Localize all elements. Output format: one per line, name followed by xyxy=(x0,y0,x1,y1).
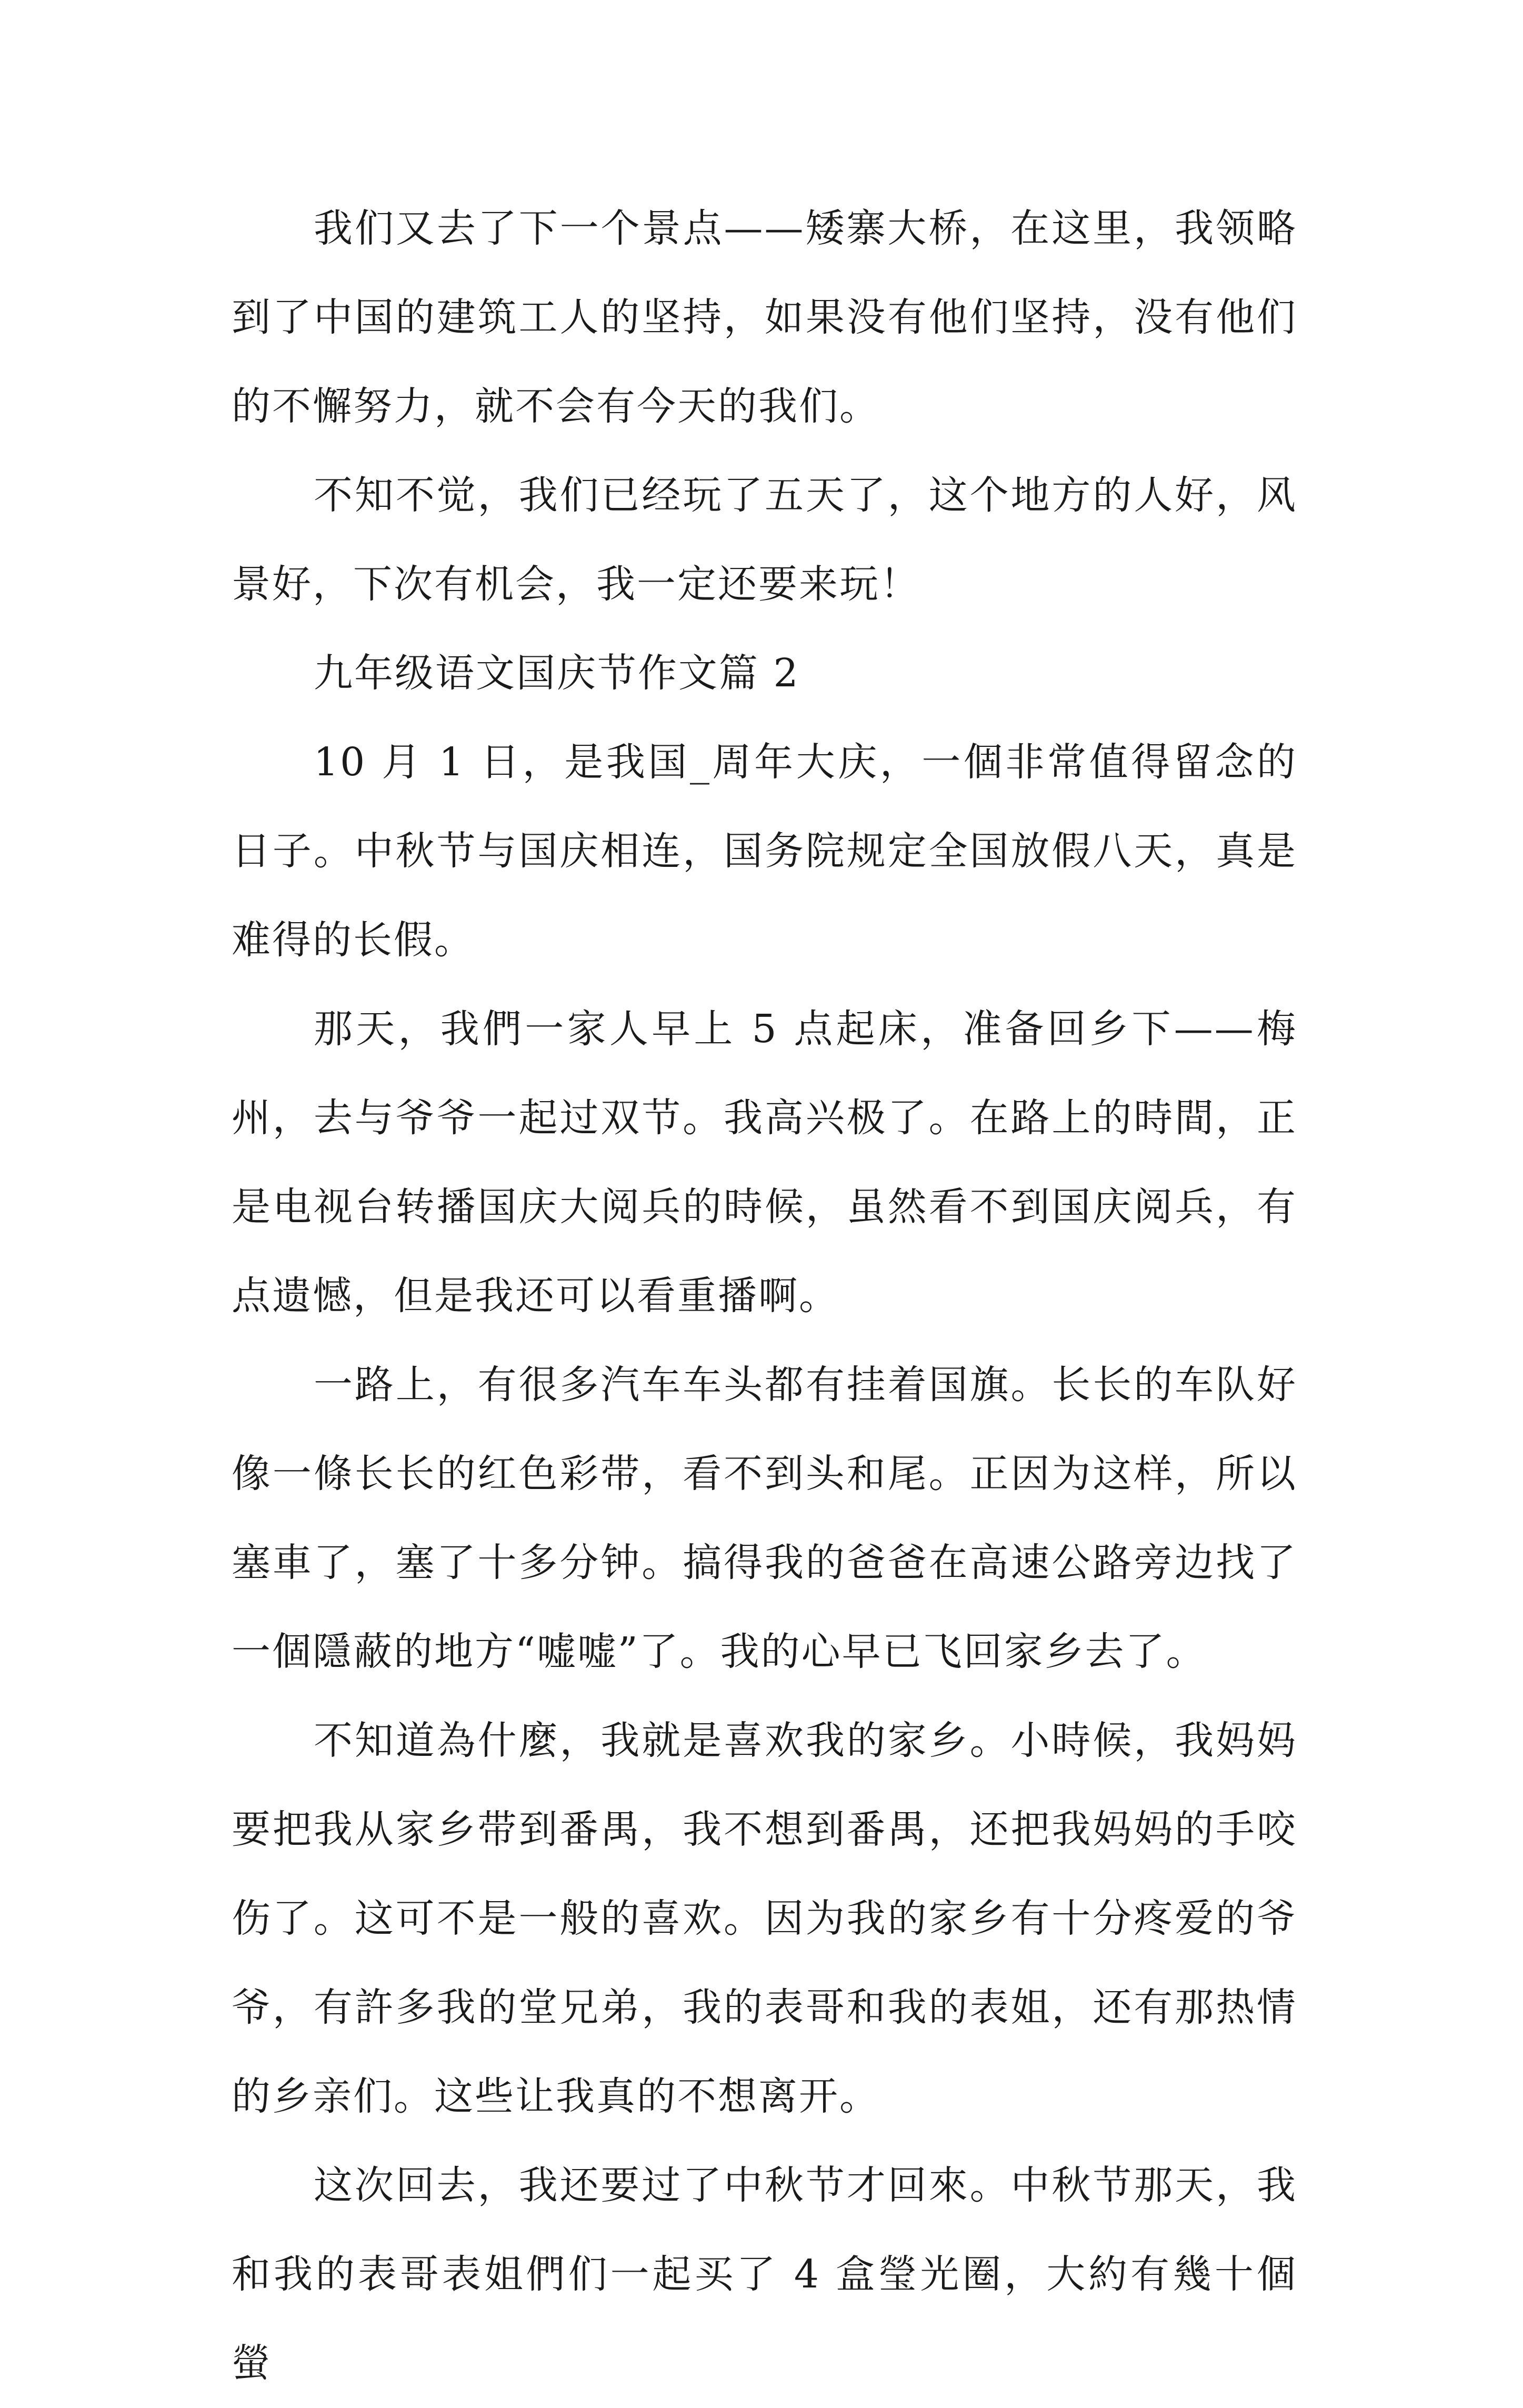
paragraph-hometown: 不知道為什麼，我就是喜欢我的家乡。小時候，我妈妈要把我从家乡带到番禺，我不想到番禺，还把我妈妈的手咬伤了。这可不是一般的喜欢。因为我的家乡有十分疼爱的爷爷，有許多我的堂兄弟，我的表哥和我的表姐，还有那热情的乡亲们。这些让我真的不想离开。 xyxy=(232,1718,1297,2119)
paragraph-national-day: 10 月 1 日，是我国_周年大庆，一個非常值得留念的日子。中秋节与国庆相连，国务院规定全国放假八天，真是难得的长假。 xyxy=(232,740,1297,963)
document-body xyxy=(232,184,1297,2408)
essay-heading: 九年级语文国庆节作文篇 2 xyxy=(314,651,800,696)
paragraph-bridge-visit: 我们又去了下一个景点——矮寨大桥，在这里，我领略到了中国的建筑工人的坚持，如果没有他们坚持，没有他们的不懈努力，就不会有今天的我们。 xyxy=(232,206,1297,429)
paragraph-mid-autumn: 这次回去，我还要过了中秋节才回來。中秋节那天，我和我的表哥表姐們们一起买了 4 盒瑩光圈，大約有幾十個螢 xyxy=(232,2163,1297,2386)
paragraph-on-the-road: 一路上，有很多汽车车头都有挂着国旗。长长的车队好像一條长长的红色彩带，看不到头和尾。正因为这样，所以塞車了，塞了十多分钟。搞得我的爸爸在高速公路旁边找了一個隱蔽的地方“嘘嘘”了。我的心早已飞回家乡去了。 xyxy=(232,1362,1297,1674)
paragraph-trip-ending: 不知不觉，我们已经玩了五天了，这个地方的人好，风景好，下次有机会，我一定还要来玩！ xyxy=(232,473,1297,607)
paragraph-that-day: 那天，我們一家人早上 5 点起床，准备回乡下——梅州，去与爷爷一起过双节。我高兴极了。在路上的時間，正是电视台转播国庆大阅兵的時候，虽然看不到国庆阅兵，有点遗憾，但是我还可以看重播啊。 xyxy=(232,1006,1297,1318)
